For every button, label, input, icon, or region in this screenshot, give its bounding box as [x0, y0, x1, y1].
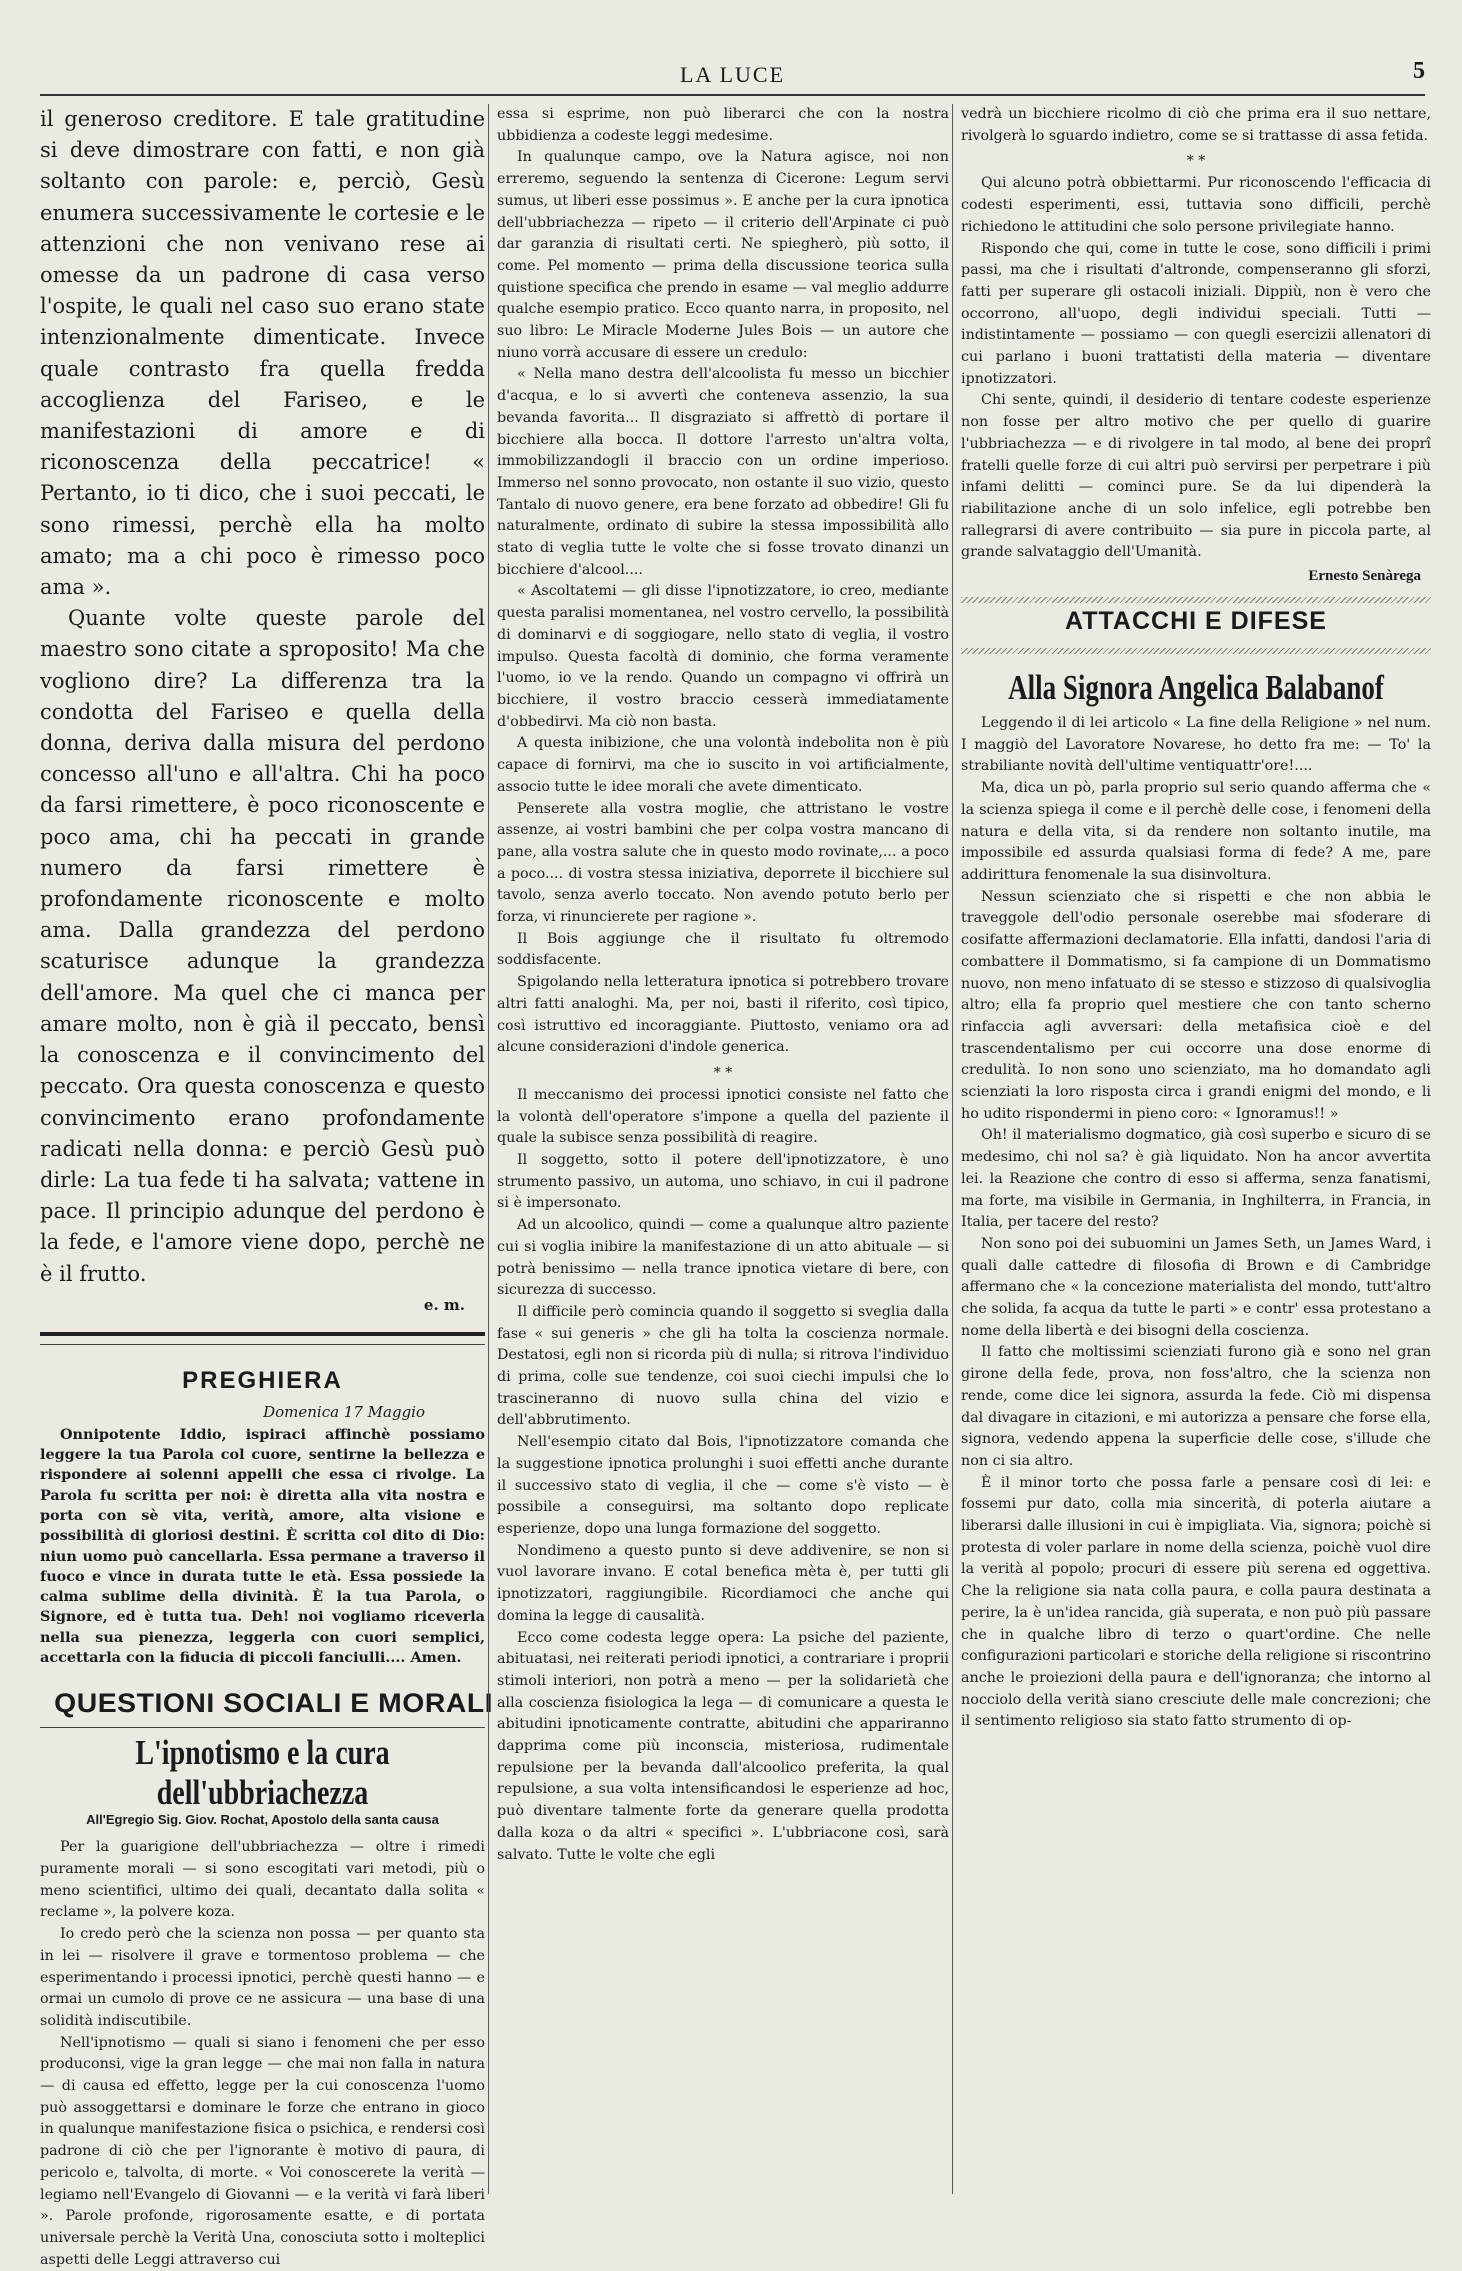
paragraph: Nessun scienziato che si rispetti e che non abbia le traveggole dell'odio personale oserebbe mai sfoderare di cosifatte affermazioni declamatorie. Ella infatti, dandosi l'aria di combattere il Dommatismo, si fa campione di un Dommatismo nuovo, non meno infatuato di se stesso e stizzoso di qualsivoglia altro; ella fa proprio quel mestiere che con tanto scherno rinfaccia agli avversari: della metafisica cioè e del trascendentalismo per cui occorre una dose enorme di credulità. Io non sono uno scienziato, ma ho domandato agli scienziati la loro risposta circa i grandi enigmi del mondo, e li ho udito rispondermi in pieno coro: « Ignoramus!! »: [961, 888, 1431, 1122]
paragraph: In qualunque campo, ove la Natura agisce, noi non erreremo, seguendo la sentenza di Cicerone: Legum servi sumus, ut liberi esse possimus ». E anche per la cura ipnotica dell'ubbriachezza — ripeto — il criterio dell'Arpinate ci può dar garanzia di risultati certi. Ne spiegherò, più sotto, il come. Pel momento — prima della discussione teorica sulla quistione specifica che prendo in esame — val meglio addurre qualche esempio pratico. Ecco quanto narra, in proposito, nel suo libro: Le Miracle Moderne Jules Bois — un autore che niuno vorrà accusare di essere un credulo:: [497, 149, 949, 361]
column-2: [488, 104, 949, 2194]
paragraph: Ecco come codesta legge opera: La psiche del paziente, abituatasi, nei reiterati periodi ipnotici, a contrariare i proprii stimoli interiori, non potrà a meno — per la solidarietà che alla coscienza fisiologica la lega — di comunicare a questa le abitudini ipnoticamente contratte, abitudini che appariranno dapprima come più inconscia, misteriosa, rudimentale repulsione per la bevanda dall'alcoolico preferita, la qual repulsione, a sua volta intensificandosi le esperienze ad hoc, può diventare talmente forte da generare quella prodotta dalla koza o da altri « specifici ». L'ubbriacone così, sarà salvato. Tutte le volte che egli: [497, 1629, 949, 1863]
paragraph: essa si esprime, non può liberarci che con la nostra ubbidienza a codeste leggi medesime.: [497, 106, 949, 144]
paragraph: Il meccanismo dei processi ipnotici consiste nel fatto che la volontà dell'operatore s'impone a quella del paziente il quale la subisce senza possibilità di reagire.: [497, 1086, 949, 1147]
paragraph: Oh! il materialismo dogmatico, già così superbo e sicuro di se medesimo, chi nol sa? è già liquidato. Non ha ancor avvertita lei. la Reazione che contro di esso si afferma, senza fanatismi, ma forte, ma visibile in Germania, in Inghilterra, in Francia, in Italia, per tacere del resto?: [961, 1127, 1431, 1231]
paragraph: Spigolando nella letteratura ipnotica si potrebbero trovare altri fatti analoghi. Ma, per noi, basti il riferito, così tipico, così istruttivo ed incoraggiante. Piuttosto, veniamo ora ad alcune considerazioni d'indole generica.: [497, 974, 949, 1056]
article-title: L'ipnotismo e la cura dell'ubbriachezza: [135, 1734, 390, 1814]
paragraph: Io credo però che la scienza non possa — per quanto sta in lei — risolvere il grave e tormentoso problema — che esperimentando i processi ipnotici, perchè questi hanno — e ormai un cumolo di prove ce ne assicura — una base di una solidità indiscutibile.: [40, 1926, 485, 2029]
sermon-continuation: [40, 104, 485, 1290]
paragraph: Nondimeno a questo punto si deve addivenire, se non si vuol lavorare invano. E cotal benefica mèta è, per tutti gli ipnotizzatori, raggiungibile. Ricordiamoci che anche qui domina la legge di causalità.: [497, 1542, 949, 1624]
paragraph: Leggendo il di lei articolo « La fine della Religione » nel num. I maggiò del Lavoratore Novarese, ho detto fra me: — To' la strabiliante novità dell'ultime ventiquattr'ore!....: [961, 715, 1431, 775]
paragraph: Il difficile però comincia quando il soggetto si sveglia dalla fase « sui generis » che gli ha tolta la coscienza normale. Destatosi, egli non si ricorda più di nulla; si ritrova l'individuo di prima, colle sue tendenze, coi suoi ciechi impulsi che lo trascineranno di nuovo sulla china del vizio e dell'abbrutimento.: [497, 1303, 949, 1429]
article-dedication: All'Egregio Sig. Giov. Rochat, Apostolo della santa causa: [86, 1812, 439, 1828]
paragraph: Per la guarigione dell'ubbriachezza — oltre i rimedi puramente morali — si sono escogitati vari metodi, più o meno scientifici, ultimo dei quali, decantato dalla solita « reclame », la polvere koza.: [40, 1839, 485, 1921]
paragraph: Nell'ipnotismo — quali si siano i fenomeni che per esso produconsi, vige la gran legge — che mai non falla in natura — di causa ed effetto, legge per la cui conoscenza l'uomo può assoggettarsi e dominare le forze che entrano in gioco in qualunque manifestazione fisica o psichica, e rendersi così padrone di ciò che per l'ignorante è motivo di paura, di pericolo e, talvolta, di morte. « Voi conoscerete la verità — legiamo nell'Evangelo di Giovanni — e la verità vi farà liberi ». Parole profonde, rigorosamente esatte, e di portata universale perchè la Verità Una, conosciuta sotto i molteplici aspetti delle Leggi attraverso cui: [40, 2034, 485, 2268]
paragraph: È il minor torto che possa farle a pensare così di lei: e fossemi pur dato, colla mia sincerità, di poterla aiutare a liberarsi dalle illusioni in cui è impigliata. Via, signora; poichè si protesta di voler parlare in nome della scienza, poichè vuol dire la verità al popolo; procuri di essere più serena ed oggettiva. Che la religione sia nata colla paura, e colla paura destinata a perire, la è un'idea rancida, già superata, e non può più passare che in qualche libro di terzo o quart'ordine. Che nelle configurazioni particolari e storiche della religione si riscontrino anche le proiezioni della paura e dell'ignoranza; che intorno al nocciolo della verità siano cresciute delle male concrezioni; che il sentimento religioso sia stato fatto strumento di op-: [961, 1474, 1431, 1730]
paragraph: Ad un alcoolico, quindi — come a qualunque altro paziente cui si voglia inibire la manifestazione di un atto abituale — si potrà benissimo — nella trance ipnotica vietare di bere, con sicurezza di successo.: [497, 1217, 949, 1299]
paragraph: Qui alcuno potrà obbiettarmi. Pur riconoscendo l'efficacia di codesti esperimenti, essi, tuttavia sono difficili, perchè richiedono le attitudini che solo persone privilegiate hanno.: [961, 175, 1431, 235]
paragraph: Ma, dica un pò, parla proprio sul serio quando afferma che « la scienza spiega il come e il perchè delle cose, i fenomeni della natura e della vita, si da rendere non soltanto inutile, ma impossibile ed assurda qualsiasi forma di fede? A me, pare addirittura fenomenale la sua disinvoltura.: [961, 780, 1431, 883]
section-heading: QUESTIONI SOCIALI E MORALI: [54, 1688, 494, 1719]
section-stars: * *: [1186, 153, 1206, 170]
decorative-rule: [961, 597, 1431, 603]
decorative-rule: [961, 648, 1431, 654]
section-heading: ATTACCHI E DIFESE: [1065, 607, 1327, 636]
paragraph: A questa inibizione, che una volontà indebolita non è più capace di fornirvi, ma che io suscito in voi artificialmente, associo tutte le idee morali che avete dimenticato.: [497, 735, 949, 795]
paragraph: « Ascoltatemi — gli disse l'ipnotizzatore, io creo, mediante questa paralisi momentanea, nel vostro cervello, la possibilità di dominarvi e di soggiogare, nello stato di veglia, il vostro impulso. Questa facoltà di dominio, che forma veramente l'uomo, io ve la rendo. Quando un compagno vi offrirà un bicchiere, il vostro braccio cesserà immediatamente d'obbedirvi. Ma ciò non basta.: [497, 583, 949, 730]
newspaper-title: LA LUCE: [679, 62, 786, 87]
divider: [40, 1332, 485, 1336]
divider: [40, 1344, 485, 1345]
article-body: [40, 1837, 485, 2271]
paragraph: Il fatto che moltissimi scienziati furono già e sono nel gran girone della fede, prova, non foss'altro, che la scienza non rende, come dice lei signora, assurda la fede. Ciò mi dispensa dal divagare in citazioni, e mi autorizza a pensare che forse ella, signora, vedendo appena la superficie delle cose, s'illude che non ci sia altro.: [961, 1344, 1431, 1469]
paragraph: il generoso creditore. E tale gratitudine si deve dimostrare con fatti, e non già soltanto con parole: e, perciò, Gesù enumera successivamente le cortesie e le attenzioni che non venivano rese ai omesse da un padrone di casa verso l'ospite, le quali nel caso suo erano state intenzionalmente dimenticate. Invece quale contrasto fra quella fredda accoglienza del Fariseo, e le manifestazioni di amore e di riconoscenza della peccatrice! « Pertanto, io ti dico, che i suoi peccati, le sono rimessi, perchè ella ha molto amato; ma a chi poco è rimesso poco ama ».: [40, 107, 485, 600]
article-title: Alla Signora Angelica Balabanof: [1008, 668, 1384, 708]
prayer-heading: PREGHIERA: [182, 1366, 343, 1394]
article-body: [961, 104, 1431, 564]
masthead: [40, 48, 1425, 88]
page-number: 5: [1413, 58, 1425, 84]
paragraph: Quante volte queste parole del maestro sono citate a sproposito! Ma che vogliono dire? La differenza tra la condotta del Fariseo e quella della donna, deriva dalla misura del perdono concesso all'uno e all'altra. Chi ha poco da farsi rimettere, è poco riconoscente e poco ama, chi ha peccati in grande numero da farsi rimettere è profondamente riconoscente e molto ama. Dalla grandezza del perdono scaturisce adunque la grandezza dell'amore. Ma quel che ci manca per amare molto, non è già il peccato, bensì la conoscenza e il convincimento del peccato. Ora questa conoscenza e questo convincimento erano profondamente radicati nella donna: e perciò Gesù può dirle: La tua fede ti ha salvata; vattene in pace. Il principio adunque del perdono è la fede, e l'amore viene dopo, perchè ne è il frutto.: [40, 606, 485, 1286]
paragraph: Rispondo che qui, come in tutte le cose, sono difficili i primi passi, ma che i risultati d'altronde, compenseranno gli sforzi, fatti per superare gli ostacoli iniziali. Dippiù, non è vero che occorrono, all'uopo, degli individui speciali. Tutti — indistintamente — possiamo — con quegli esercizii allenatori di cui parlano i buoni trattatisti della materia — diventare ipnotizzatori.: [961, 240, 1431, 387]
paragraph: Chi sente, quindi, il desiderio di tentare codeste esperienze non fosse per altro motivo che per quello di guarire l'ubbriachezza — e di rivolgere in tal modo, al bene dei proprî fratelli quelle forze di cui altri può servirsi per perpetrare i più infami delitti — cominci pure. Se da lui dipenderà la riabilitazione anche di un solo infelice, egli potrebbe ben rallegrarsi di avere contribuito — sia pure in piccola parte, al grande salvataggio dell'Umanità.: [961, 392, 1431, 561]
paragraph: Nell'esempio citato dal Bois, l'ipnotizzatore comanda che la suggestione ipnotica prolunghi i suoi effetti anche durante il successivo stato di veglia, il che — come s'è visto — è possibile a conseguirsi, ma soltanto dopo replicate esperienze, dopo una lunga formazione del soggetto.: [497, 1434, 949, 1537]
paragraph: Penserete alla vostra moglie, che attristano le vostre assenze, ai vostri bambini che per colpa vostra mancano di pane, alla vostra salute che in questo modo rovinate,... a poco a poco.... di vostra stessa iniziativa, deporrete il bicchiere sul tavolo, senza averlo toccato. Non avendo potuto berlo per forza, vi rinuncierete per ragione ».: [497, 800, 949, 926]
paragraph: Il soggetto, sotto il potere dell'ipnotizzatore, è uno strumento passivo, un automa, uno schiavo, in cui il padrone si è impersonato.: [497, 1152, 949, 1212]
article-body: [497, 104, 949, 1866]
column-3: [952, 104, 1431, 2194]
paragraph: « Nella mano destra dell'alcoolista fu messo un bicchier d'acqua, e lo si avvertì che conteneva assenzio, la sua bevanda favorita... Il disgraziato si affrettò di portare il bicchiere alla bocca. Il dottore l'arresto un'altra volta, immobilizzandogli il braccio con un ordine imperioso. Immerso nel sonno provocato, non ostante il suo vizio, questo Tantalo di nuovo genere, era bene forzato ad obbedire! Gli fu naturalmente, ordinato di subire la stessa impossibilità allo stato di veglia tutte le volte che si fosse trovato dinanzi un bicchiere d'alcool....: [497, 366, 949, 578]
signature: Ernesto Senàrega: [1308, 568, 1421, 585]
divider: [40, 1727, 485, 1728]
article-body: [961, 713, 1431, 1733]
header-rule: [40, 94, 1425, 96]
paragraph: vedrà un bicchiere ricolmo di ciò che prima era il suo nettare, rivolgerà lo sguardo indietro, come se si trattasse di assa fetida.: [961, 106, 1431, 144]
prayer-text: Onnipotente Iddio, ispiraci affinchè possiamo leggere la tua Parola col cuore, sentirne la bellezza e rispondere ai solenni appelli che essa ci rivolge. La Parola fu scritta per noi: è diretta alla vita nostra e porta con sè vita, verità, amore, alta visione e possibilità di gloriosi destini. È scritta col dito di Dio: niun uomo può cancellarla. Essa permane a traverso il fuoco e vince in durata tutte le età. Essa possiede la calma sublime della divinità. È la tua Parola, o Signore, ed è tutta tua. Deh! noi vogliamo riceverla nella sua pienezza, leggerla con cuori semplici, accettarla con la fiducia di piccoli fanciulli.... Amen.: [40, 1425, 485, 1666]
paragraph: Non sono poi dei subuomini un James Seth, un James Ward, i quali dalle cattedre di filosofia di Brown e di Cambridge affermano che « la concezione materialista del mondo, tutt'altro che solida, fa acqua da tutte le parti » e contr' essa protestano a nome della libertà e dei bisogni della coscienza.: [961, 1235, 1431, 1339]
column-1: [40, 104, 494, 2268]
paragraph: Il Bois aggiunge che il risultato fu oltremodo soddisfacente.: [497, 930, 949, 969]
section-stars: * *: [713, 1064, 733, 1081]
prayer-date: Domenica 17 Maggio: [263, 1402, 425, 1421]
signature: e. m.: [423, 1295, 465, 1314]
